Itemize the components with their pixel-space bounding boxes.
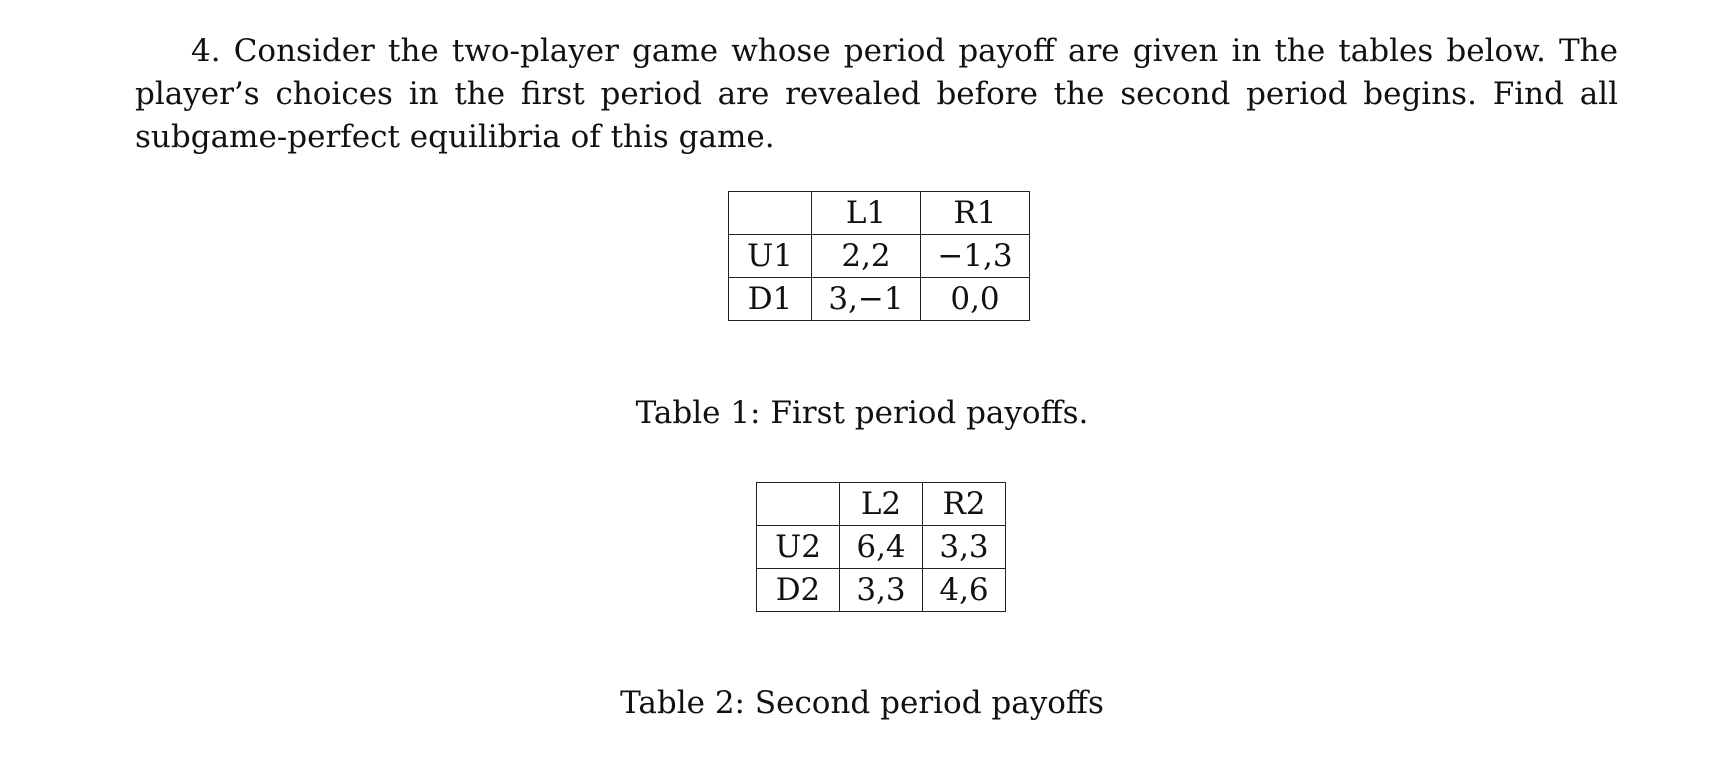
problem-statement: 4. Consider the two-player game whose period payoff are given in the tables below. The player’s choices in the first period are revealed before the second period begins. Find all subgame-perfect equilibria of this game. <box>135 33 1618 155</box>
row-header: D1 <box>729 278 812 321</box>
table-2-caption: Table 2: Second period payoffs <box>620 685 1104 721</box>
row-header: U2 <box>757 526 840 569</box>
table-row <box>757 526 1006 569</box>
table-corner-cell <box>729 192 812 235</box>
first-period-payoff-table <box>728 191 1030 321</box>
table-corner-cell <box>757 483 840 526</box>
row-header: U1 <box>729 235 812 278</box>
column-header: R2 <box>923 483 1006 526</box>
table-header-row <box>757 483 1006 526</box>
payoff-cell: 6,4 <box>840 526 923 569</box>
row-header: D2 <box>757 569 840 612</box>
payoff-cell: 0,0 <box>921 278 1030 321</box>
table-1-caption: Table 1: First period payoffs. <box>635 395 1089 431</box>
payoff-cell: 3,−1 <box>812 278 921 321</box>
table-row <box>729 278 1030 321</box>
column-header: L1 <box>812 192 921 235</box>
payoff-cell: 3,3 <box>840 569 923 612</box>
table-row <box>729 235 1030 278</box>
payoff-cell: −1,3 <box>921 235 1030 278</box>
column-header: R1 <box>921 192 1030 235</box>
table-row <box>757 569 1006 612</box>
payoff-cell: 2,2 <box>812 235 921 278</box>
payoff-cell: 3,3 <box>923 526 1006 569</box>
column-header: L2 <box>840 483 923 526</box>
payoff-cell: 4,6 <box>923 569 1006 612</box>
second-period-payoff-table <box>756 482 1006 612</box>
table-header-row <box>729 192 1030 235</box>
